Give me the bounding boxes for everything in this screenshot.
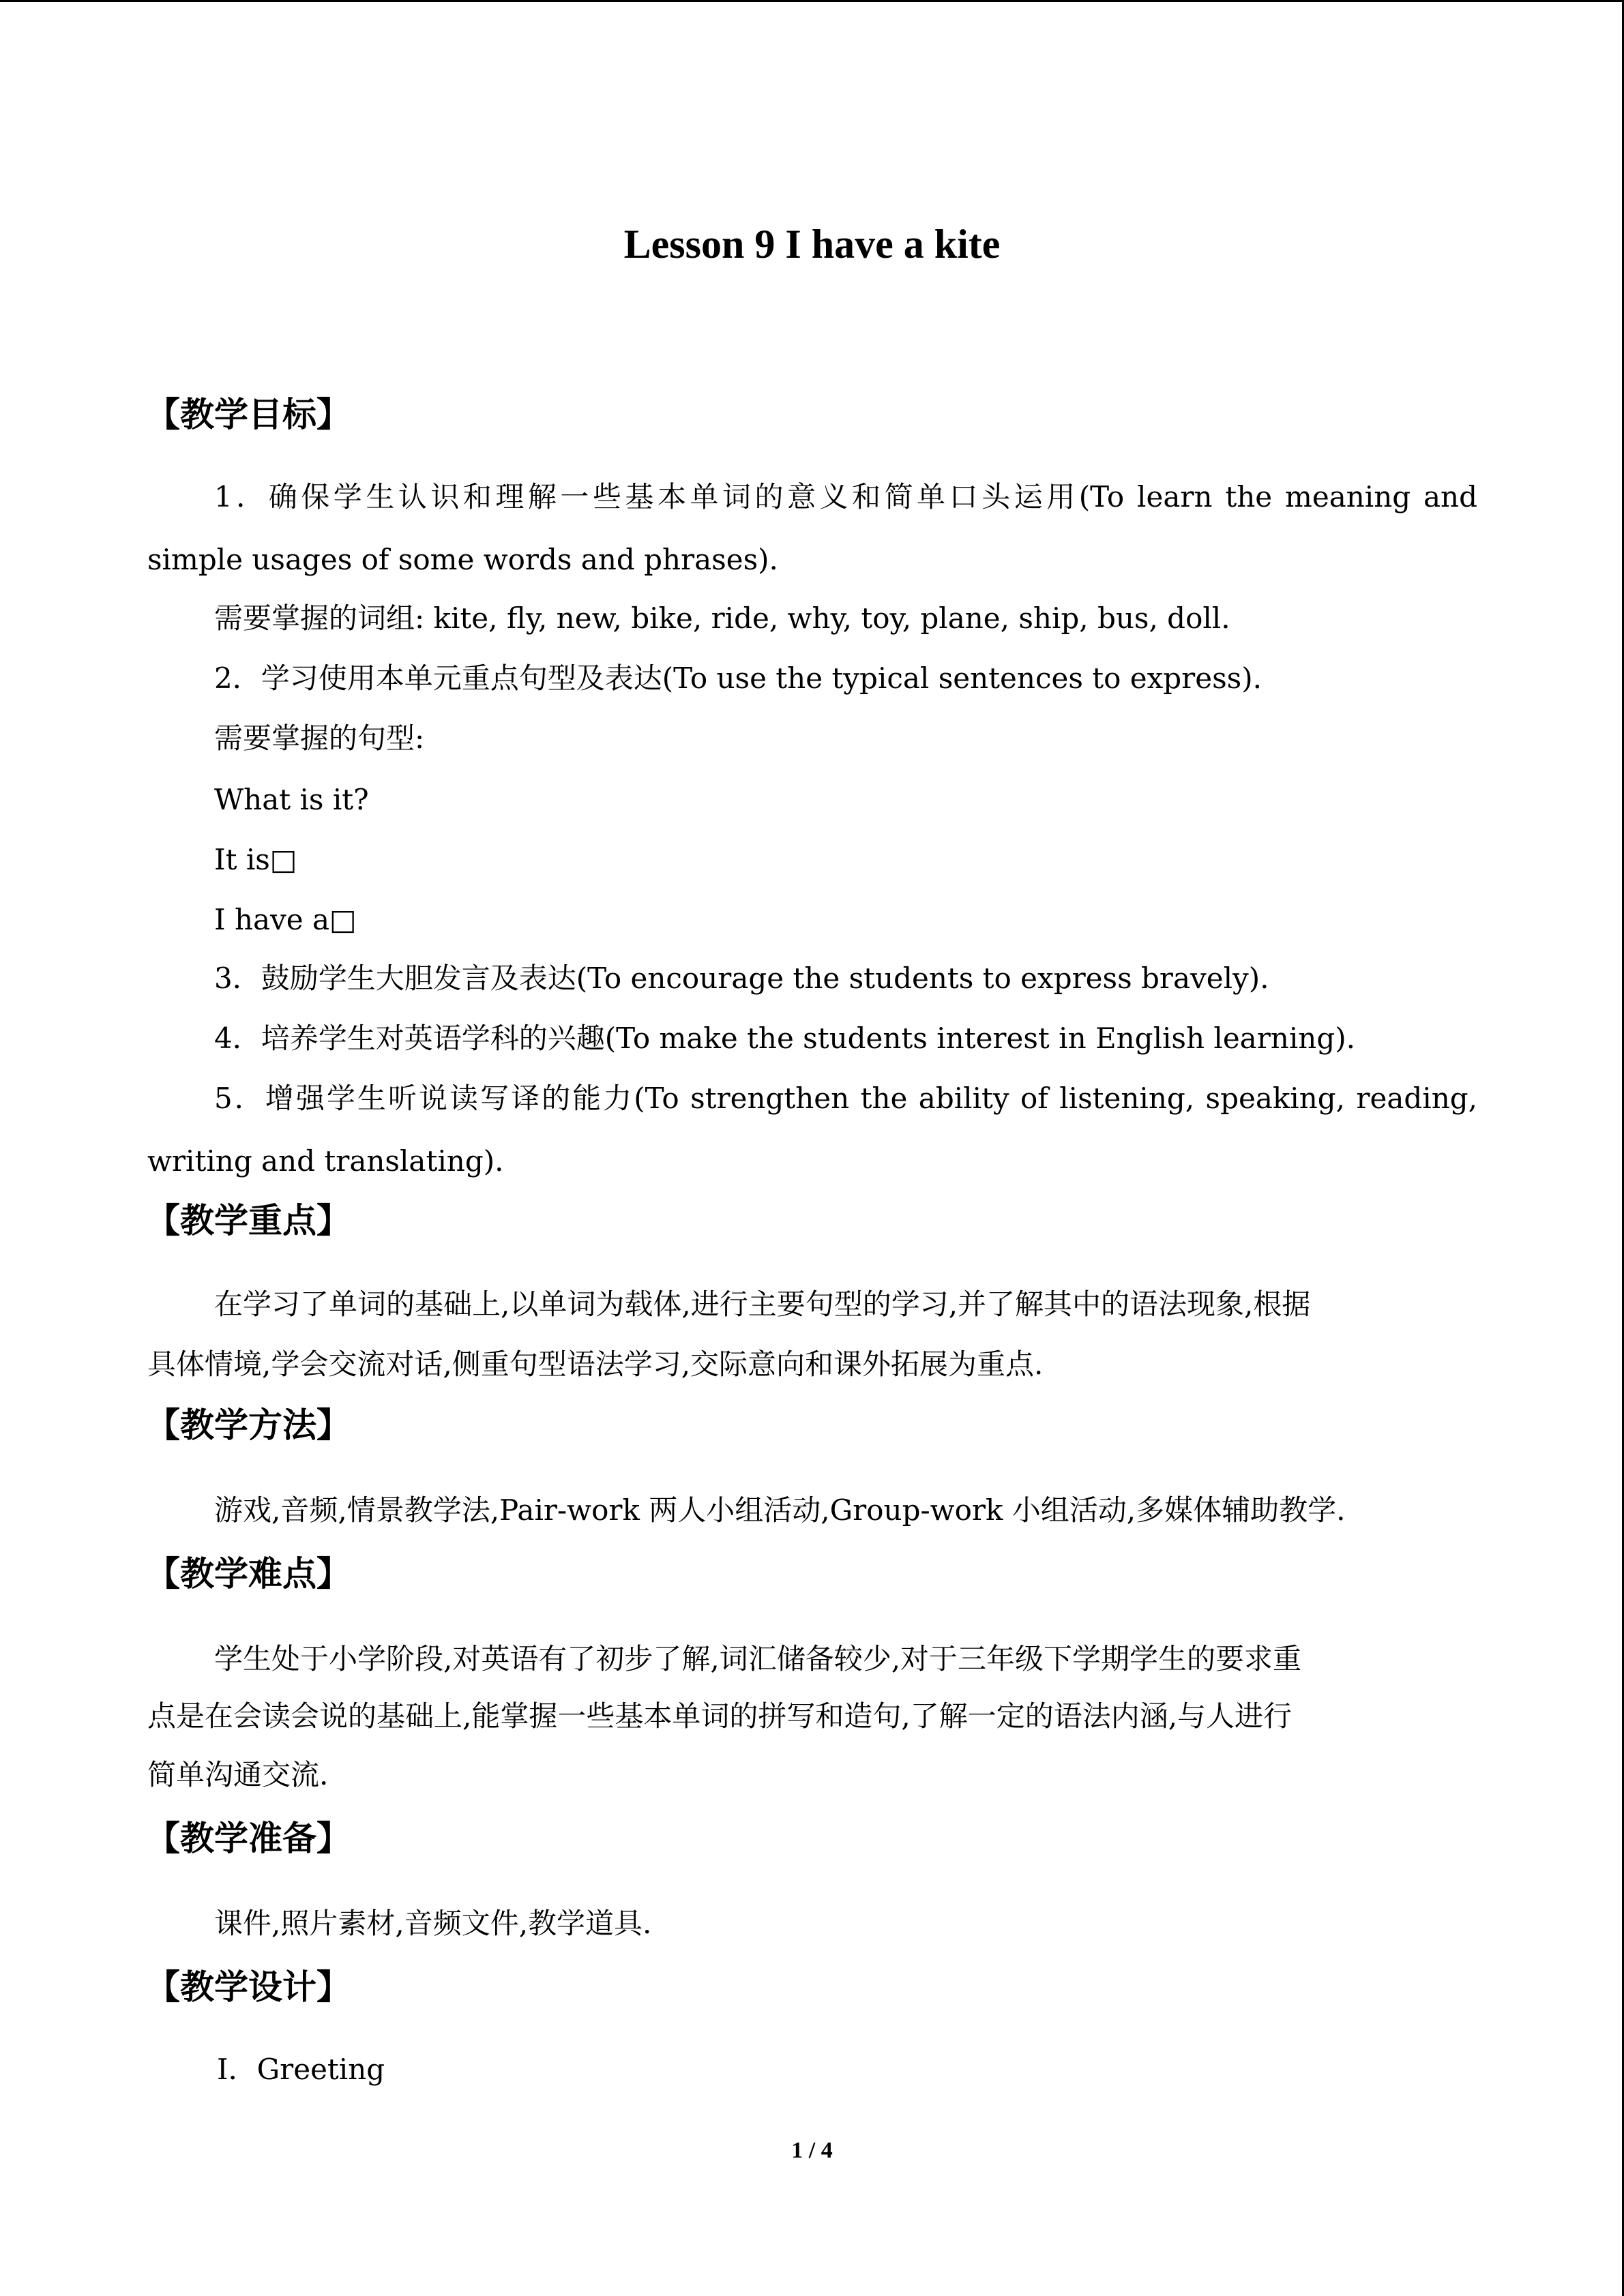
objective-item-1-line-2: simple usages of some words and phrases). <box>147 543 778 576</box>
objective-item-2: 2．学习使用本单元重点句型及表达(To use the typical sentences to express). <box>214 661 1262 695</box>
section-heading-objectives: 【教学目标】 <box>146 395 351 434</box>
page-title: Lesson 9 I have a kite <box>623 222 1001 267</box>
vocabulary-line: 需要掌握的词组: kite, fly, new, bike, ride, why, toy, plane, ship, bus, doll. <box>214 601 1230 635</box>
page-number: 1 / 4 <box>791 2138 833 2163</box>
section-heading-methods: 【教学方法】 <box>146 1405 351 1445</box>
objective-item-5-line-2: writing and translating). <box>147 1144 504 1178</box>
difficulties-line-2: 点是在会读会说的基础上,能掌握一些基本单词的拼写和造句,了解一定的语法内涵,与人进行 <box>147 1699 1293 1733</box>
objective-item-5-line-1: 5．增强学生听说读写译的能力(To strengthen the ability of listening, speaking, reading, <box>214 1082 1477 1115</box>
objective-item-4: 4．培养学生对英语学科的兴趣(To make the students interest in English learning). <box>214 1022 1355 1055</box>
sentence-pattern-2: It is□ <box>214 843 297 876</box>
difficulties-line-1: 学生处于小学阶段,对英语有了初步了解,词汇储备较少,对于三年级下学期学生的要求重 <box>214 1642 1302 1675</box>
sentence-pattern-3: I have a□ <box>214 903 357 936</box>
preparation-line-1: 课件,照片素材,音频文件,教学道具. <box>214 1907 652 1940</box>
difficulties-line-3: 简单沟通交流. <box>147 1758 329 1791</box>
section-heading-design: 【教学设计】 <box>146 1967 351 2007</box>
methods-line-1: 游戏,音频,情景教学法,Pair-work 两人小组活动,Group-work 小组活动,多媒体辅助教学. <box>214 1493 1346 1527</box>
objective-item-1-line-1: 1．确保学生认识和理解一些基本单词的意义和简单口头运用(To learn the meaning and <box>214 480 1477 513</box>
objective-item-3: 3．鼓励学生大胆发言及表达(To encourage the students to express bravely). <box>214 961 1269 995</box>
sentences-intro: 需要掌握的句型: <box>214 721 425 755</box>
section-heading-difficulties: 【教学难点】 <box>146 1554 351 1594</box>
key-points-line-1: 在学习了单词的基础上,以单词为载体,进行主要句型的学习,并了解其中的语法现象,根据 <box>214 1287 1311 1321</box>
section-heading-preparation: 【教学准备】 <box>146 1819 351 1858</box>
design-step-1: Ⅰ．Greeting <box>217 2053 385 2086</box>
key-points-line-2: 具体情境,学会交流对话,侧重句型语法学习,交际意向和课外拓展为重点. <box>147 1347 1044 1381</box>
sentence-pattern-1: What is it? <box>214 783 369 816</box>
section-heading-key-points: 【教学重点】 <box>146 1201 351 1240</box>
